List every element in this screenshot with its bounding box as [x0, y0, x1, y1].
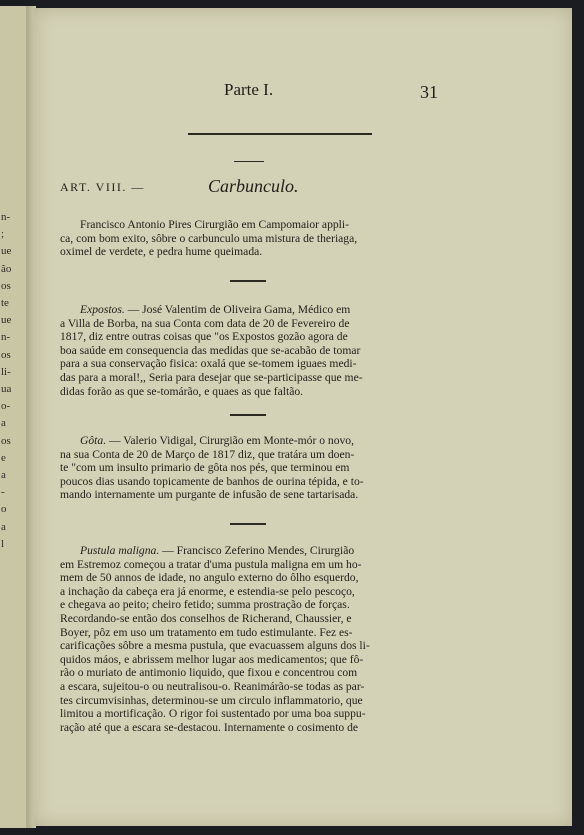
prev-page-fragment: l: [1, 537, 5, 550]
prev-page-fragment: o: [1, 503, 7, 516]
prev-page-fragment: os: [1, 434, 11, 447]
section-divider: [230, 523, 266, 525]
prev-page-fragment: ;: [1, 228, 5, 241]
text-line: e chegava ao peito; cheiro fetido; summa prostração de forças.: [60, 598, 350, 612]
text-line: carificações sôbre a mesma pustula, que evacuassem alguns dos li-: [60, 639, 370, 653]
text-line: Recordando-se então dos conselhos de Richerand, Chaussier, e: [60, 611, 352, 625]
text-line: para a sua conservação fisica: oxalá que se-tomem iguaes medi-: [60, 357, 357, 371]
text-line: boa saúde em consequencia das medidas que se-acabão de tomar: [60, 343, 361, 357]
paragraph-pustula: [60, 544, 472, 734]
text-line: ração até que a escara se-destacou. Internamente o cosimento de: [60, 720, 359, 734]
header-rule: [188, 133, 372, 135]
text-line: didas forão as que se-tomárão, e quaes as que faltão.: [60, 384, 304, 398]
text-line: Francisco Antonio Pires Cirurgião em Campomaior appli-: [80, 218, 349, 231]
text-line: — Valerio Vidigal, Cirurgião em Monte-mór o novo,: [106, 434, 354, 447]
prev-page-fragment: li-: [1, 365, 11, 378]
text-line: poucos dias usando topicamente de banhos de ourina tépida, e to-: [60, 474, 364, 488]
text-line: — José Valentim de Oliveira Gama, Médico em: [124, 303, 351, 316]
prev-page-fragment: o-: [1, 400, 11, 413]
section-rule: [234, 161, 264, 162]
prev-page-fragment: ue: [1, 314, 12, 327]
paragraph-lead: Gôta.: [80, 434, 107, 447]
text-line: 1817, diz entre outras coisas que "os Expostos gozão agora de: [60, 330, 348, 344]
prev-page-fragment: -: [1, 486, 5, 499]
text-line: rão o muriato de antimonio liquido, que fixou e concentrou com: [60, 666, 358, 680]
prev-page-fragment: os: [1, 279, 11, 292]
prev-page-fragment: ua: [1, 383, 12, 395]
text-line: a inchação da cabeça era já enorme, e estendia-se pelo pescoço,: [60, 584, 355, 598]
paragraph-gota: [60, 434, 472, 502]
text-line: Boyer, pôz em uso um tratamento em tudo estimulante. Fez es-: [60, 625, 353, 639]
text-line: tes circumvisinhas, determinou-se um circulo inflammatorio, que: [60, 693, 363, 707]
text-line: quidos máos, e abrissem melhor lugar aos medicamentos; que fô-: [60, 652, 364, 666]
text-line: — Francisco Zeferino Mendes, Cirurgião: [159, 544, 355, 557]
prev-page-fragment: n-: [1, 211, 11, 223]
prev-page-fragment: ue: [1, 245, 12, 258]
prev-page-fragment: os: [1, 348, 11, 361]
text-line: ca, com bom exito, sôbre o carbunculo uma mistura de theriaga,: [60, 231, 358, 245]
prev-page-fragment: te: [1, 297, 9, 309]
paragraph-lead: Expostos.: [80, 303, 125, 316]
article-label: ART. VIII. —: [60, 180, 145, 194]
running-head: Parte I.: [224, 80, 274, 99]
paragraph-lead: Pustula maligna.: [80, 544, 160, 557]
text-line: a Villa de Borba, na sua Conta com data de 20 de Fevereiro de: [60, 316, 350, 330]
prev-page-fragment: ão: [1, 262, 12, 275]
paragraph-carbunculo: [60, 218, 472, 259]
text-line: mando internamente um purgante de infusão de sene tartarisada.: [60, 488, 359, 502]
text-line: mem de 50 annos de idade, no angulo externo do ôlho esquerdo,: [60, 571, 359, 585]
text-line: a escara, sujeitou-o ou neutralisou-o. Reanimárão-se todas as par-: [60, 679, 365, 693]
prev-page-fragment: a: [1, 469, 6, 481]
prev-page-fragment: e: [1, 451, 6, 464]
book-page: [34, 8, 572, 826]
text-line: oximel de verdete, e pedra hume queimada.: [60, 245, 263, 259]
prev-page-fragment: a: [1, 520, 6, 533]
text-line: te "com um insulto primario de gôta nos pés, que terminou em: [60, 461, 350, 475]
text-line: na sua Conta de 20 de Março de 1817 diz, que tratára um doen-: [60, 447, 355, 461]
paragraph-expostos: [60, 303, 472, 398]
section-divider: [230, 414, 266, 416]
article-title: Carbunculo.: [208, 176, 299, 196]
text-line: das para a moral!,, Seria para desejar que se-participasse que me-: [60, 370, 363, 384]
section-divider: [230, 280, 266, 282]
text-line: limitou a mortificação. O rigor foi sustentado por uma boa suppu-: [60, 707, 366, 721]
prev-page-fragment: a: [1, 417, 6, 430]
text-line: em Estremoz começou a tratar d'uma pustula maligna em um ho-: [60, 557, 362, 571]
prev-page-fragment: n-: [1, 331, 11, 344]
page-number: 31: [420, 82, 438, 102]
